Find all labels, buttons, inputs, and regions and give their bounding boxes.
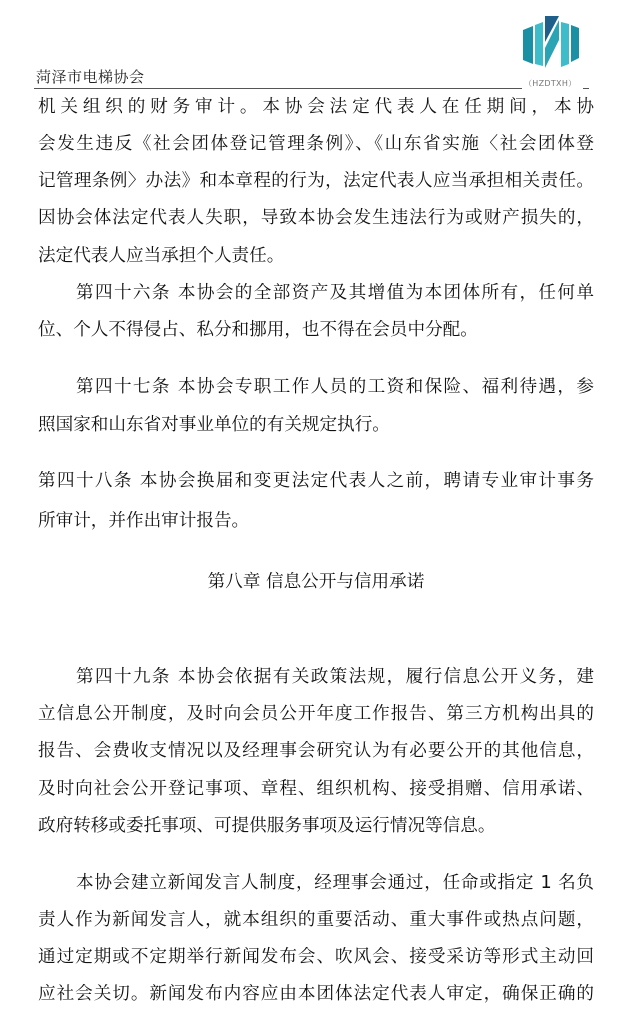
text-line: 因协会体法定代表人失职，导致本协会发生违法行为或财产损失的，: [38, 208, 594, 228]
text-line: 位、个人不得侵占、私分和挪用，也不得在会员中分配。: [38, 320, 478, 340]
logo-caption: （HZDTXH）: [524, 79, 577, 88]
hz-logo-icon: [519, 12, 583, 70]
text-line: 责人作为新闻发言人，就本组织的重要活动、重大事件或热点问题，: [38, 910, 594, 930]
text-line: 报告、会费收支情况以及经理事会研究认为有必要公开的其他信息，: [38, 741, 594, 761]
page-header: [0, 0, 626, 92]
header-divider: [34, 88, 522, 89]
text-line: 记管理条例〉办法》和本章程的行为，法定代表人应当承担相关责任。: [38, 171, 594, 191]
text-line: 机关组织的财务审计。本协会法定代表人在任期间，本协: [38, 97, 594, 117]
spokesperson-paragraph-start: 本协会建立新闻发言人制度，经理事会通过，任命或指定 1 名负: [76, 873, 594, 893]
article-49-heading: 第四十九条 本协会依据有关政策法规，履行信息公开义务，建: [76, 667, 594, 687]
text-line: 照国家和山东省对事业单位的有关规定执行。: [38, 415, 390, 435]
text-line: 会发生违反《社会团体登记管理条例》、《山东省实施〈社会团体登: [38, 134, 594, 154]
text-line: 及时向社会公开登记事项、章程、组织机构、接受捐赠、信用承诺、: [38, 779, 594, 799]
chapter-8-title: 第八章 信息公开与信用承诺: [207, 572, 425, 592]
text-line: 法定代表人应当承担个人责任。: [38, 246, 285, 266]
header-divider-tail: [583, 88, 589, 89]
article-48-heading: 第四十八条 本协会换届和变更法定代表人之前，聘请专业审计事务: [38, 471, 594, 491]
article-47-heading: 第四十七条 本协会专职工作人员的工资和保险、福利待遇，参: [76, 377, 594, 397]
text-line: 应社会关切。新闻发布内容应由本团体法定代表人审定，确保正确的: [38, 984, 594, 1004]
text-line: 所审计，并作出审计报告。: [38, 511, 250, 531]
header-org-name: 菏泽市电梯协会: [36, 68, 145, 86]
text-line: 立信息公开制度，及时向会员公开年度工作报告、第三方机构出具的: [38, 704, 594, 724]
text-line: 政府转移或委托事项、可提供服务事项及运行情况等信息。: [38, 816, 496, 836]
article-46-heading: 第四十六条 本协会的全部资产及其增值为本团体所有，任何单: [76, 283, 594, 303]
text-line: 通过定期或不定期举行新闻发布会、吹风会、接受采访等形式主动回: [38, 947, 594, 967]
